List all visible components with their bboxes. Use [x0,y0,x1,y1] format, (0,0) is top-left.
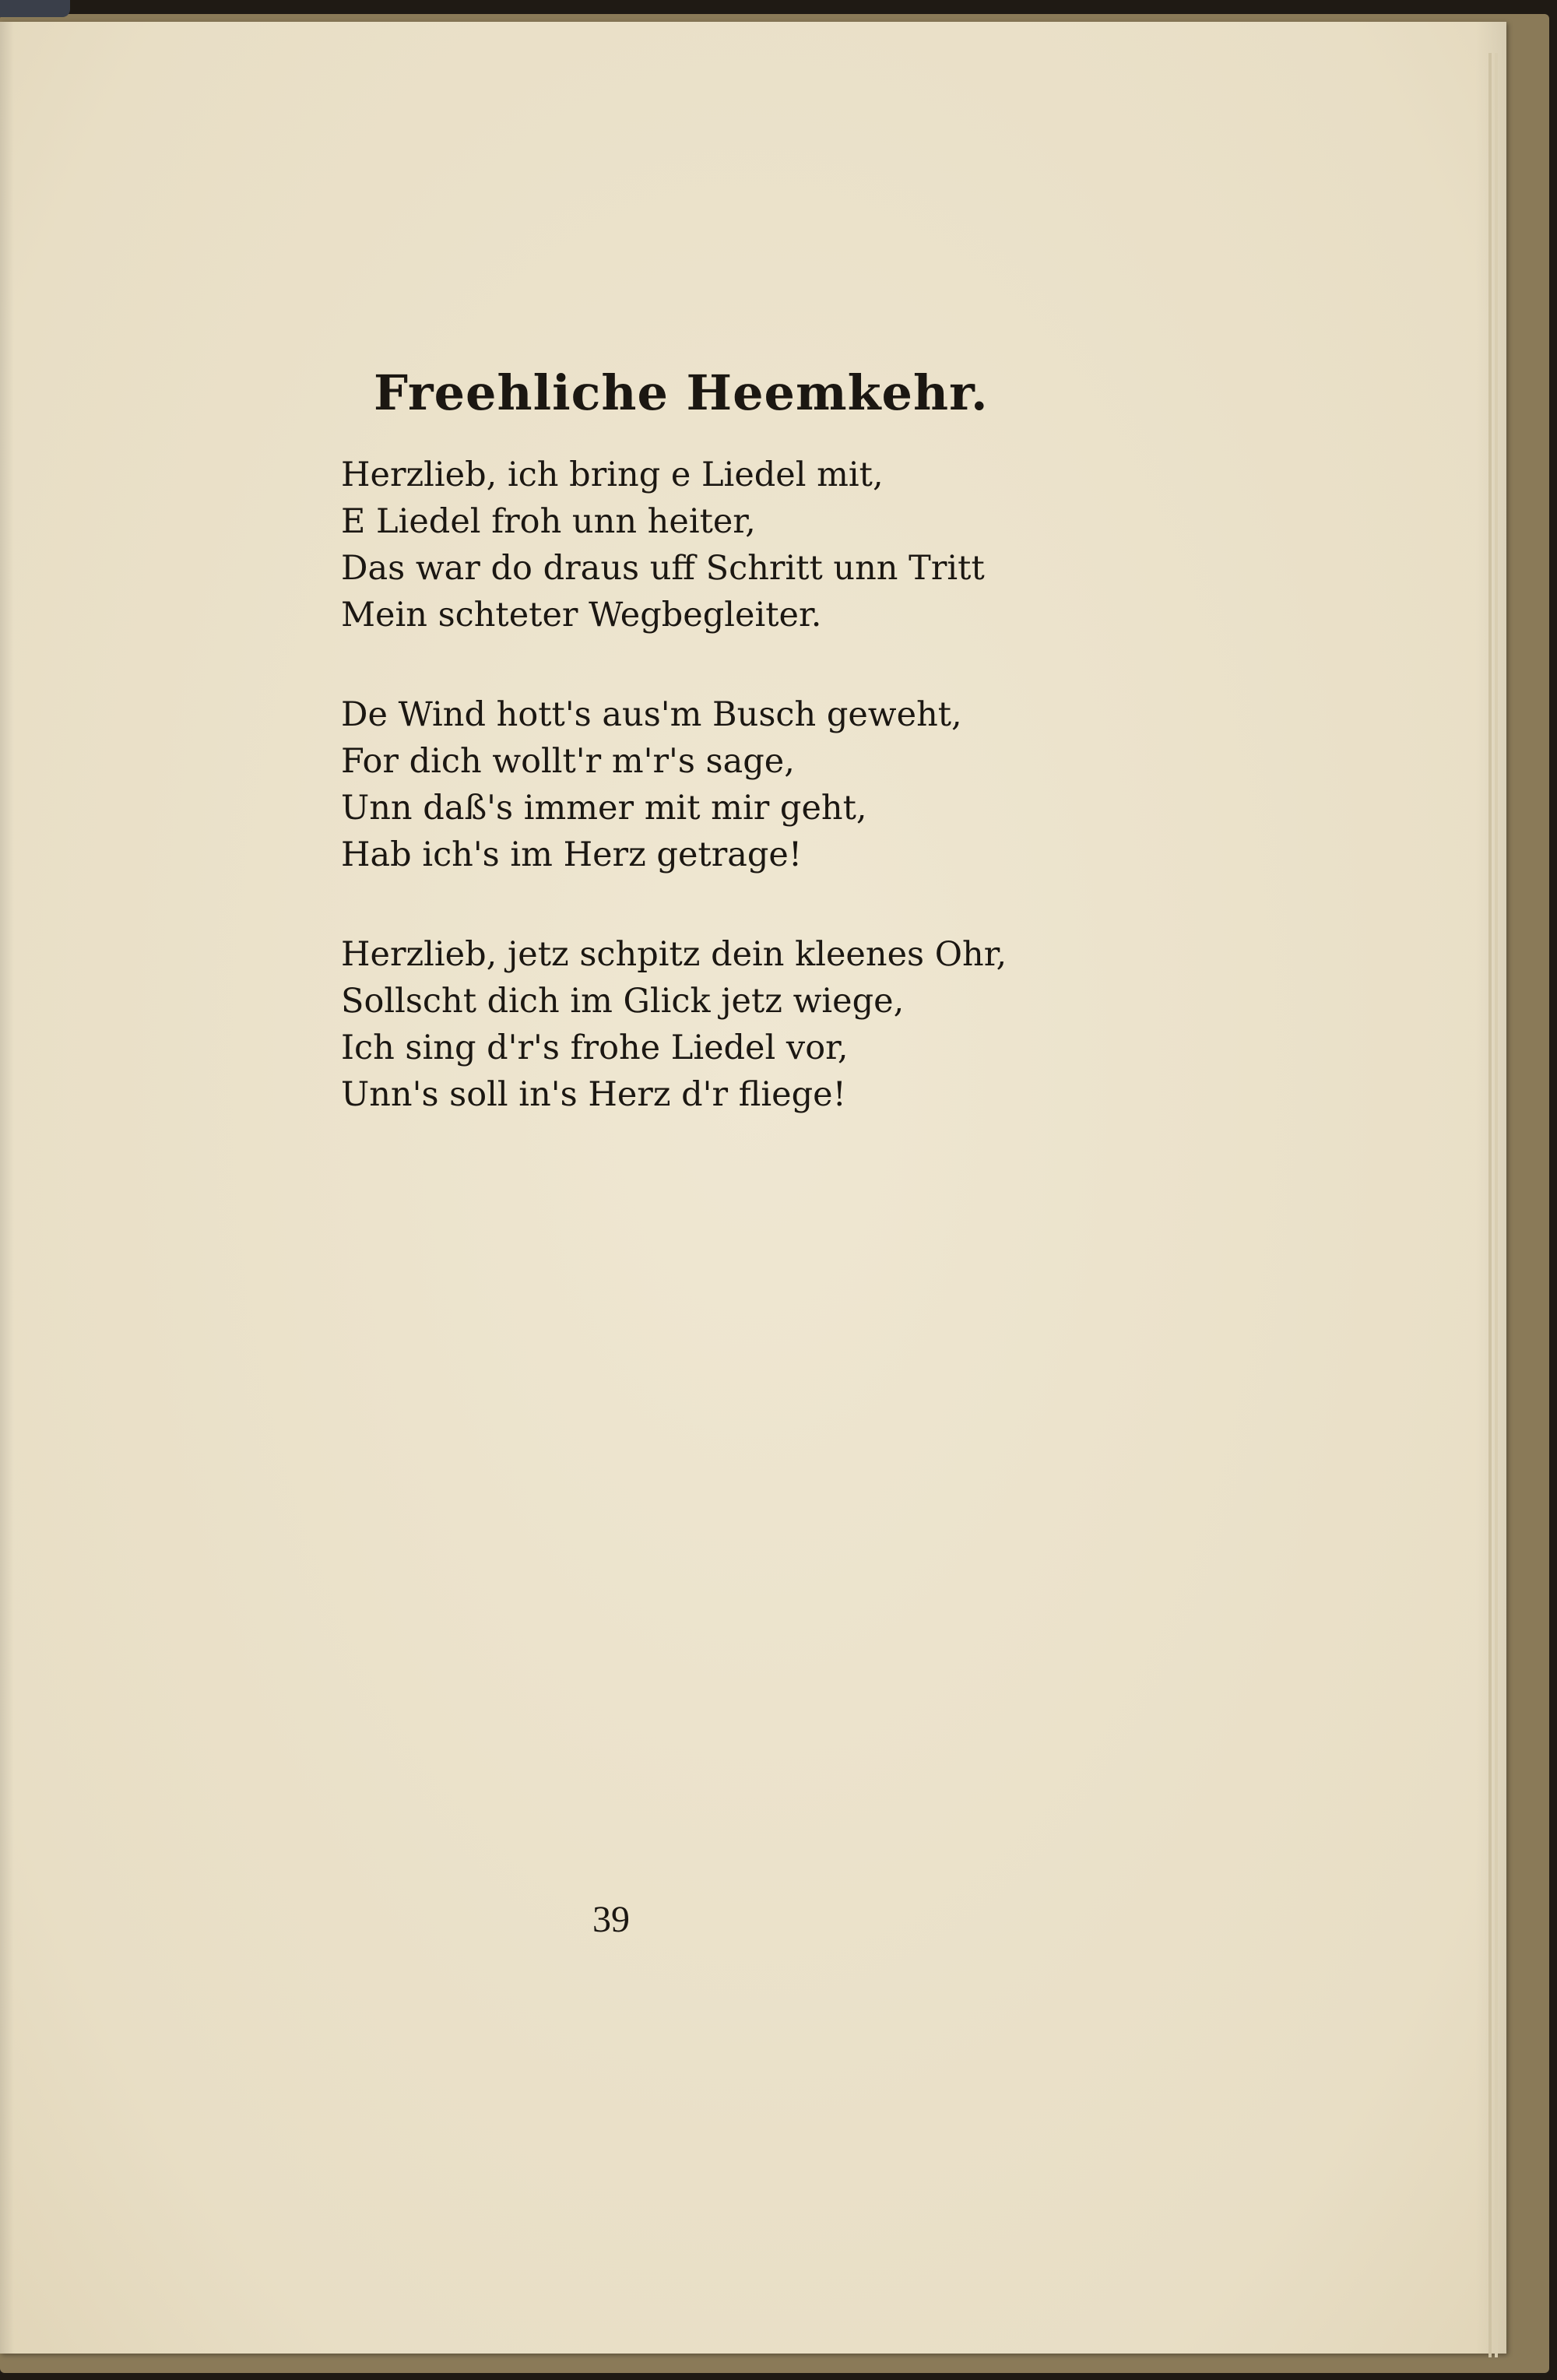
poem-line: Mein schteter Wegbegleiter. [341,596,822,635]
poem-line: Sollscht dich im Glick jetz wiege, [341,982,905,1021]
page-edge [1488,53,1492,2357]
page-number: 39 [592,1899,630,1940]
stanza-3 [341,931,1119,1118]
poem-line: Hab ich's im Herz getrage! [341,835,803,875]
page-edge [1495,53,1498,2357]
poem-line: For dich wollt'r m'r's sage, [341,742,795,782]
poem-line: Das war do draus uff Schritt unn Tritt [341,549,985,589]
stanza-1 [341,452,1119,638]
poem-line: Unn's soll in's Herz d'r fliege! [341,1075,846,1115]
stanza-2 [341,691,1119,878]
page-sheet [0,22,1506,2354]
poem-line: Unn daß's immer mit mir geht, [341,789,867,828]
poem-line: Herzlieb, jetz schpitz dein kleenes Ohr, [341,935,1007,975]
poem-line: Ich sing d'r's frohe Liedel vor, [341,1028,849,1068]
scan-corner-tab [0,0,70,17]
poem-line: Herzlieb, ich bring e Liedel mit, [341,455,884,495]
poem [341,364,1119,1171]
poem-title: Freehliche Heemkehr. [374,364,989,421]
poem-line: E Liedel froh unn heiter, [341,502,756,542]
poem-line: De Wind hott's aus'm Busch geweht, [341,695,962,735]
